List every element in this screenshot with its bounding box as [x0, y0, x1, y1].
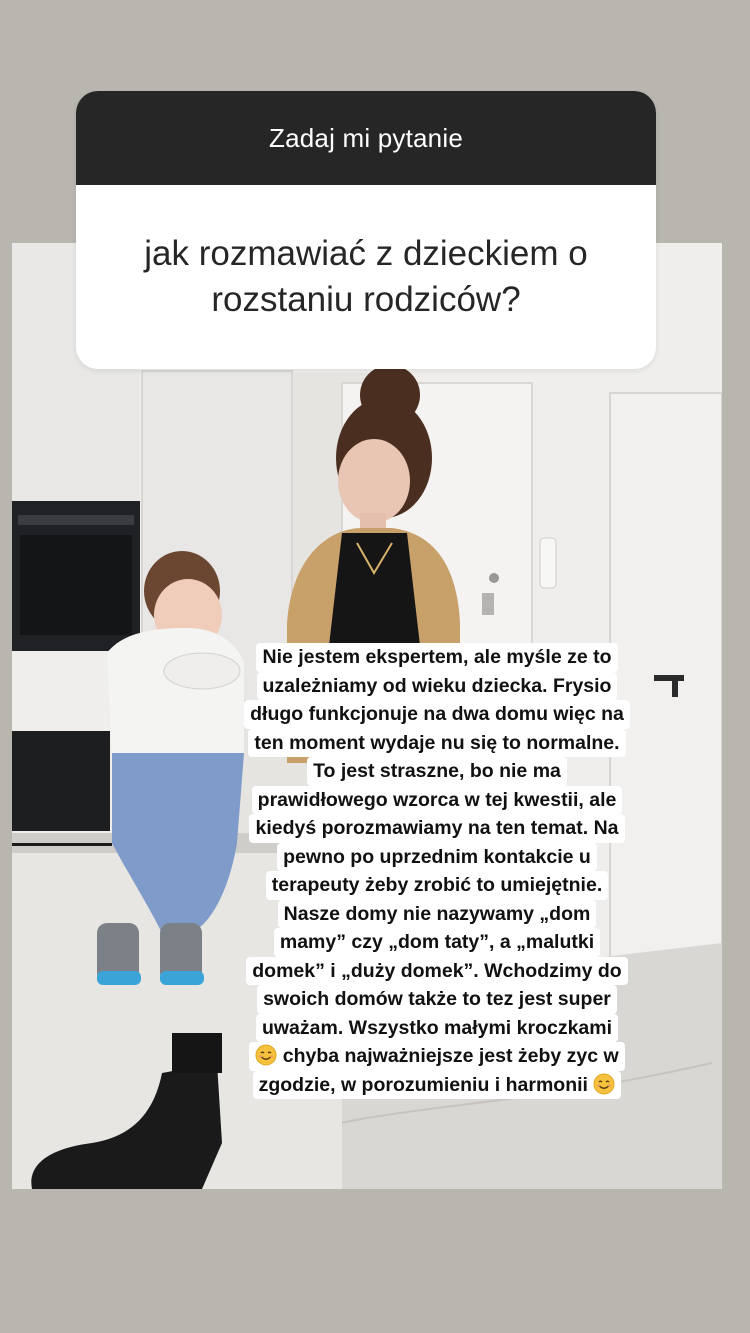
answer-line: To jest straszne, bo nie ma — [307, 757, 567, 786]
question-sticker-body — [76, 185, 656, 369]
answer-line: pewno po uprzednim kontakcie u — [277, 843, 597, 872]
answer-line: ten moment wydaje nu się to normalne. — [248, 729, 625, 758]
answer-line: Nie jestem ekspertem, ale myśle ze to — [256, 643, 617, 672]
answer-line-text: zgodzie, w porozumieniu i harmonii — [258, 1073, 588, 1096]
question-text-line-2: rozstaniu rodziców? — [211, 280, 521, 319]
question-sticker[interactable] — [76, 91, 656, 369]
answer-line: domek” i „duży domek”. Wchodzimy do — [246, 957, 627, 986]
question-text-line-1: jak rozmawiać z dzieckiem o — [144, 234, 588, 273]
answer-line: swoich domów także to tez jest super — [257, 985, 617, 1014]
smiling-face-icon — [255, 1044, 277, 1066]
smiling-face-icon — [593, 1073, 615, 1095]
answer-line: terapeuty żeby zrobić to umiejętnie. — [266, 871, 609, 900]
question-sticker-header: Zadaj mi pytanie — [76, 91, 656, 185]
answer-line: mamy” czy „dom taty”, a „malutki — [274, 928, 600, 957]
answer-line: Nasze domy nie nazywamy „dom — [278, 900, 597, 929]
answer-line-text: chyba najważniejsze jest żeby zyc w — [282, 1045, 619, 1067]
answer-line: prawidłowego wzorca w tej kwestii, ale — [252, 786, 623, 815]
answer-text-block — [214, 643, 660, 1099]
answer-line-with-emoji — [253, 1071, 622, 1100]
answer-line: długo funkcjonuje na dwa domu więc na — [244, 700, 630, 729]
answer-line: uzależniamy od wieku dziecka. Frysio — [257, 672, 618, 701]
answer-line-with-emoji — [249, 1042, 624, 1071]
answer-line: uważam. Wszystko małymi kroczkami — [256, 1014, 618, 1043]
answer-line: kiedyś porozmawiamy na ten temat. Na — [249, 814, 624, 843]
